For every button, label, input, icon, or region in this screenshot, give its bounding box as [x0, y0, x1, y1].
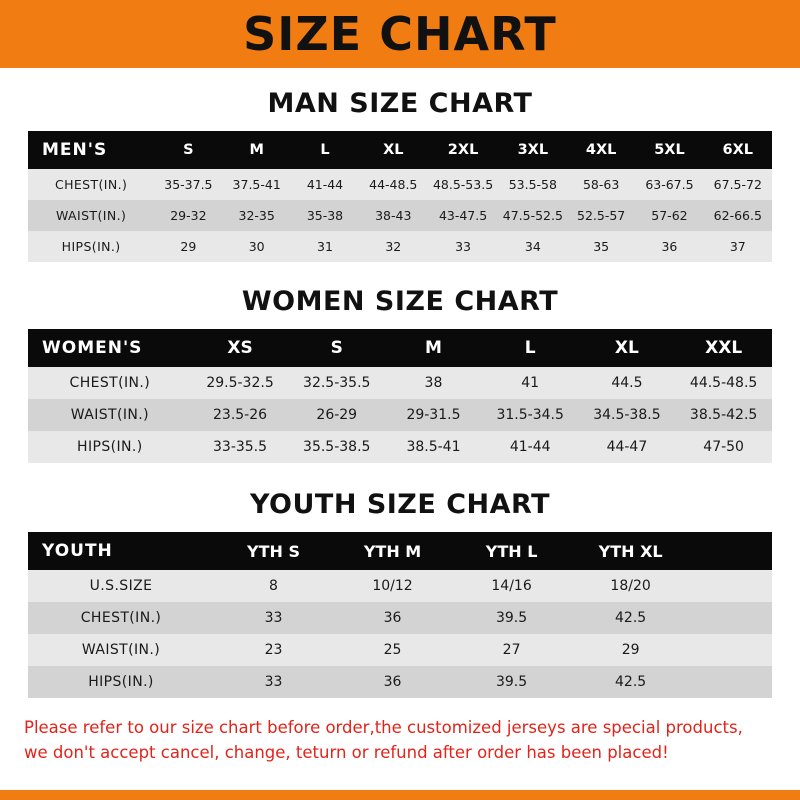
youth-header-yth-xl: YTH XL: [598, 541, 663, 561]
men-chest-4xl: 58-63: [582, 177, 620, 192]
men-header-label: MEN'S: [42, 140, 108, 160]
youth-header-yth-s: YTH S: [247, 541, 300, 561]
youth-chest-yth-m: 36: [383, 610, 402, 626]
footer-note: [24, 716, 776, 766]
table-row: [28, 666, 772, 698]
table-header-row: [28, 329, 772, 367]
women-hips-xs: 33-35.5: [213, 439, 268, 455]
table-row: [28, 431, 772, 463]
footer-note-line-1: Please refer to our size chart before order,the customized jerseys are special products,: [24, 718, 743, 737]
youth-chest-yth-s: 33: [264, 610, 283, 626]
table-row: [28, 570, 772, 602]
youth-header-spacer: [690, 532, 772, 570]
women-row-chest-label: CHEST(IN.): [69, 375, 151, 391]
women-chest-l: 41: [521, 375, 540, 391]
men-hips-3xl: 34: [524, 239, 541, 254]
men-header-2xl: 2XL: [447, 142, 479, 158]
men-waist-6xl: 62-66.5: [713, 208, 762, 223]
women-header-label: WOMEN'S: [42, 338, 143, 358]
youth-ussize-yth-s: 8: [269, 578, 278, 594]
women-waist-xxl: 38.5-42.5: [689, 407, 758, 423]
table-row: [28, 399, 772, 431]
women-chest-xl: 44.5: [611, 375, 643, 391]
table-row: [28, 602, 772, 634]
youth-ussize-yth-xl: 18/20: [610, 578, 651, 594]
men-row-waist-label: WAIST(IN.): [55, 208, 127, 223]
youth-waist-yth-m: 25: [383, 642, 402, 658]
youth-hips-yth-l: 39.5: [495, 674, 528, 690]
youth-waist-yth-xl: 29: [621, 642, 640, 658]
men-header-5xl: 5XL: [654, 142, 685, 158]
section-title-women: WOMEN SIZE CHART: [241, 286, 559, 317]
youth-table-wrap: [28, 532, 772, 698]
men-header-3xl: 3XL: [517, 142, 549, 158]
men-row-hips-label: HIPS(IN.): [61, 239, 121, 254]
men-waist-2xl: 43-47.5: [438, 208, 488, 223]
youth-hips-yth-m: 36: [383, 674, 402, 690]
youth-chest-yth-xl: 42.5: [615, 610, 647, 626]
men-chest-m: 37.5-41: [232, 177, 281, 192]
men-waist-s: 29-32: [170, 208, 207, 223]
men-waist-3xl: 47.5-52.5: [502, 208, 563, 223]
men-header-m: M: [249, 142, 264, 158]
youth-waist-yth-s: 23: [264, 642, 283, 658]
youth-row-hips-label: HIPS(IN.): [88, 674, 154, 690]
women-waist-l: 31.5-34.5: [496, 407, 564, 423]
men-row-chest-label: CHEST(IN.): [54, 177, 128, 192]
youth-size-table: [28, 532, 772, 698]
women-header-xs: XS: [227, 338, 253, 358]
youth-ussize-yth-l: 14/16: [491, 578, 532, 594]
women-row-hips-label: HIPS(IN.): [77, 439, 143, 455]
men-header-xl: XL: [383, 142, 404, 158]
men-chest-2xl: 48.5-53.5: [432, 177, 494, 192]
men-waist-m: 32-35: [238, 208, 275, 223]
youth-ussize-yth-m: 10/12: [372, 578, 413, 594]
page-title: SIZE CHART: [243, 7, 557, 61]
women-header-xl: XL: [614, 338, 639, 358]
men-hips-m: 30: [248, 239, 265, 254]
men-header-l: L: [320, 142, 330, 158]
men-hips-4xl: 35: [593, 239, 610, 254]
table-row: [28, 634, 772, 666]
men-waist-5xl: 57-62: [651, 208, 688, 223]
youth-chest-yth-l: 39.5: [495, 610, 528, 626]
men-chest-5xl: 63-67.5: [645, 177, 694, 192]
table-row: [28, 169, 772, 200]
women-chest-xs: 29.5-32.5: [206, 375, 274, 391]
women-size-table: [28, 329, 772, 463]
women-row-waist-label: WAIST(IN.): [70, 407, 149, 423]
women-waist-xs: 23.5-26: [213, 407, 268, 423]
youth-waist-yth-l: 27: [502, 642, 521, 658]
men-hips-5xl: 36: [661, 239, 678, 254]
men-header-s: S: [183, 142, 194, 158]
youth-row-chest-label: CHEST(IN.): [80, 610, 162, 626]
women-header-m: M: [425, 338, 442, 358]
women-waist-m: 29-31.5: [406, 407, 461, 423]
women-chest-m: 38: [424, 375, 443, 391]
men-chest-l: 41-44: [306, 177, 344, 192]
youth-hips-spacer: [690, 666, 772, 698]
women-header-s: S: [330, 338, 343, 358]
table-row: [28, 231, 772, 262]
men-chest-xl: 44-48.5: [369, 177, 418, 192]
table-row: [28, 200, 772, 231]
men-waist-4xl: 52.5-57: [577, 208, 626, 223]
table-header-row: [28, 131, 772, 169]
women-waist-s: 26-29: [316, 407, 358, 423]
men-chest-3xl: 53.5-58: [508, 177, 557, 192]
youth-header-yth-m: YTH M: [363, 541, 422, 561]
women-chest-s: 32.5-35.5: [303, 375, 371, 391]
men-header-4xl: 4XL: [585, 142, 617, 158]
women-waist-xl: 34.5-38.5: [593, 407, 661, 423]
women-header-xxl: XXL: [705, 338, 743, 358]
women-table-wrap: [28, 329, 772, 463]
men-header-6xl: 6XL: [722, 142, 754, 158]
women-hips-s: 35.5-38.5: [303, 439, 371, 455]
section-title-youth: YOUTH SIZE CHART: [249, 489, 551, 520]
youth-hips-yth-s: 33: [264, 674, 283, 690]
men-hips-xl: 32: [385, 239, 402, 254]
header-band: [0, 0, 800, 68]
men-waist-l: 35-38: [306, 208, 344, 223]
men-chest-6xl: 67.5-72: [713, 177, 762, 192]
women-hips-xxl: 47-50: [703, 439, 744, 455]
women-header-l: L: [524, 338, 536, 358]
women-hips-xl: 44-47: [606, 439, 648, 455]
youth-row-waist-label: WAIST(IN.): [81, 642, 161, 658]
bottom-band: [0, 790, 800, 800]
women-chest-xxl: 44.5-48.5: [689, 375, 758, 391]
youth-chest-spacer: [690, 602, 772, 634]
men-hips-2xl: 33: [455, 239, 472, 254]
women-hips-m: 38.5-41: [406, 439, 461, 455]
women-hips-l: 41-44: [509, 439, 551, 455]
men-hips-s: 29: [180, 239, 197, 254]
youth-waist-spacer: [690, 634, 772, 666]
footer-note-line-2: we don't accept cancel, change, teturn or refund after order has been placed!: [24, 742, 669, 762]
men-hips-l: 31: [317, 239, 333, 254]
men-waist-xl: 38-43: [375, 208, 412, 223]
men-size-table: [28, 131, 772, 262]
youth-header-yth-l: YTH L: [485, 541, 538, 561]
youth-ussize-spacer: [690, 570, 772, 602]
men-table-wrap: [28, 131, 772, 262]
table-header-row: [28, 532, 772, 570]
youth-header-label: YOUTH: [42, 541, 113, 561]
table-row: [28, 367, 772, 399]
youth-row-ussize-label: U.S.SIZE: [89, 578, 153, 594]
youth-hips-yth-xl: 42.5: [615, 674, 647, 690]
men-chest-s: 35-37.5: [164, 177, 213, 192]
section-title-men: MAN SIZE CHART: [267, 88, 533, 119]
men-hips-6xl: 37: [729, 239, 746, 254]
